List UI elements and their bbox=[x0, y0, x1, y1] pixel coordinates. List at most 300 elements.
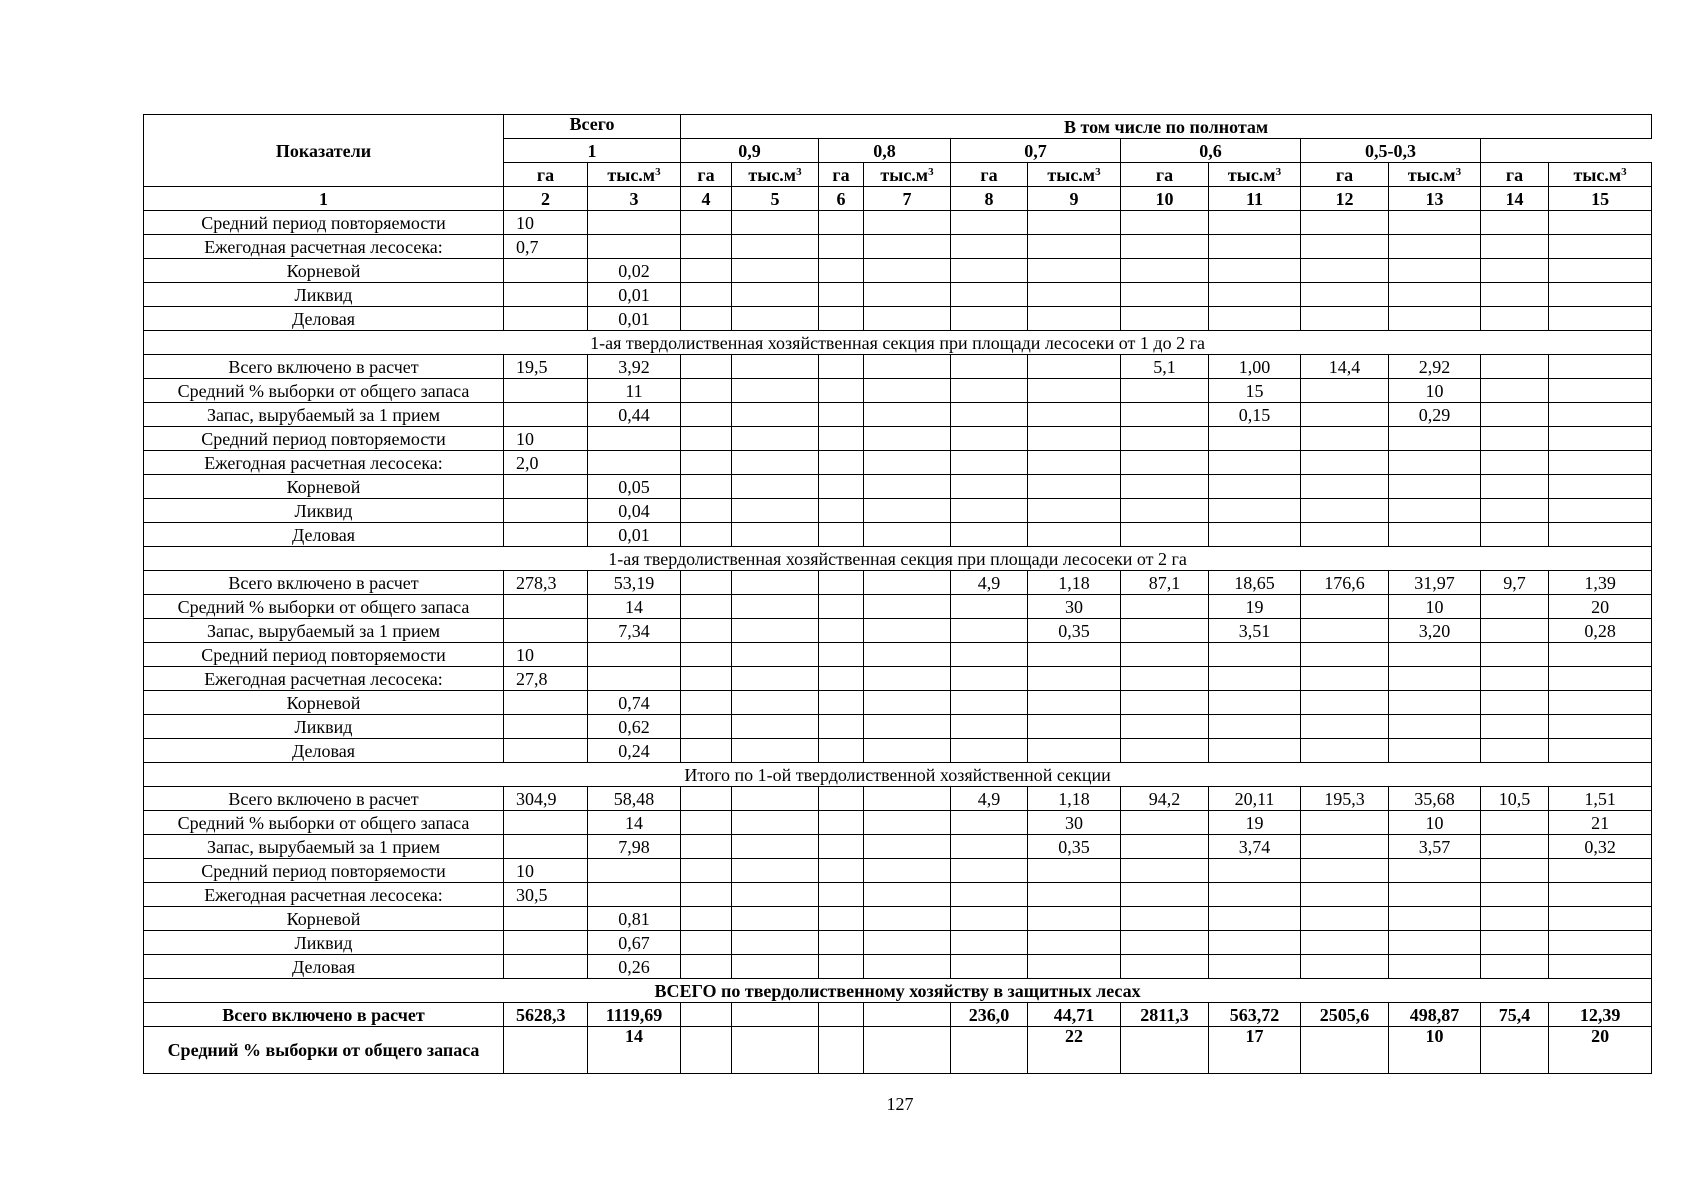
table-cell bbox=[951, 283, 1028, 307]
table-cell bbox=[1121, 691, 1209, 715]
table-cell bbox=[1209, 931, 1301, 955]
unit-ha: га bbox=[819, 163, 864, 187]
table-cell bbox=[1481, 211, 1549, 235]
table-cell: 14 bbox=[588, 1027, 681, 1074]
unit-volume-exponent: 3 bbox=[655, 165, 661, 178]
table-cell bbox=[1481, 619, 1549, 643]
table-cell: 498,87 bbox=[1389, 1003, 1481, 1027]
table-cell bbox=[504, 907, 588, 931]
table-cell bbox=[864, 667, 951, 691]
table-cell bbox=[819, 355, 864, 379]
table-cell bbox=[1549, 883, 1652, 907]
table-cell bbox=[1121, 955, 1209, 979]
table-cell bbox=[1028, 235, 1121, 259]
table-cell bbox=[1481, 595, 1549, 619]
table-cell bbox=[1209, 715, 1301, 739]
table-cell bbox=[1121, 211, 1209, 235]
table-cell bbox=[1481, 859, 1549, 883]
table-cell: 0,05 bbox=[588, 475, 681, 499]
table-row bbox=[144, 451, 1652, 475]
unit-ha: га bbox=[1121, 163, 1209, 187]
table-row bbox=[144, 691, 1652, 715]
table-cell: 236,0 bbox=[951, 1003, 1028, 1027]
table-cell bbox=[864, 835, 951, 859]
table-cell bbox=[1549, 235, 1652, 259]
table-cell bbox=[819, 883, 864, 907]
table-cell bbox=[1209, 667, 1301, 691]
section-title: Итого по 1-ой твердолиственной хозяйственной секции bbox=[144, 763, 1652, 787]
unit-ha: га bbox=[681, 163, 732, 187]
table-row bbox=[144, 619, 1652, 643]
table-row bbox=[144, 787, 1652, 811]
table-cell: 0,24 bbox=[588, 739, 681, 763]
table-cell: 22 bbox=[1028, 1027, 1121, 1074]
table-cell bbox=[1209, 235, 1301, 259]
table-cell bbox=[819, 931, 864, 955]
table-cell bbox=[1481, 883, 1549, 907]
table-cell bbox=[1209, 259, 1301, 283]
unit-volume bbox=[1549, 163, 1652, 187]
table-cell: 18,65 bbox=[1209, 571, 1301, 595]
table-cell bbox=[1301, 715, 1389, 739]
table-cell bbox=[732, 931, 819, 955]
table-cell bbox=[504, 691, 588, 715]
table-cell bbox=[681, 475, 732, 499]
section-title: ВСЕГО по твердолиственному хозяйству в защитных лесах bbox=[144, 979, 1652, 1003]
density-header: 0,5-0,3 bbox=[1301, 139, 1481, 163]
table-cell bbox=[1301, 427, 1389, 451]
table-cell bbox=[504, 403, 588, 427]
table-cell bbox=[588, 883, 681, 907]
row-label: Средний % выборки от общего запаса bbox=[144, 595, 504, 619]
table-cell bbox=[681, 859, 732, 883]
table-cell bbox=[1481, 355, 1549, 379]
column-number: 10 bbox=[1121, 187, 1209, 211]
table-cell bbox=[951, 523, 1028, 547]
table-cell bbox=[588, 643, 681, 667]
row-label: Корневой bbox=[144, 259, 504, 283]
section-title-row bbox=[144, 979, 1652, 1003]
table-cell bbox=[819, 595, 864, 619]
table-header bbox=[144, 115, 1652, 211]
table-cell bbox=[681, 715, 732, 739]
table-cell bbox=[504, 523, 588, 547]
column-number: 2 bbox=[504, 187, 588, 211]
table-cell bbox=[681, 907, 732, 931]
table-cell bbox=[951, 379, 1028, 403]
table-cell bbox=[732, 859, 819, 883]
table-cell: 1,39 bbox=[1549, 571, 1652, 595]
table-cell: 5,1 bbox=[1121, 355, 1209, 379]
table-cell bbox=[1389, 931, 1481, 955]
table-cell: 87,1 bbox=[1121, 571, 1209, 595]
table-cell bbox=[681, 787, 732, 811]
row-label: Средний период повторяемости bbox=[144, 427, 504, 451]
table-cell bbox=[951, 859, 1028, 883]
table-cell bbox=[1028, 259, 1121, 283]
table-cell bbox=[864, 451, 951, 475]
table-cell bbox=[1481, 907, 1549, 931]
table-cell bbox=[1481, 427, 1549, 451]
table-cell bbox=[951, 355, 1028, 379]
table-cell bbox=[732, 907, 819, 931]
table-cell bbox=[732, 307, 819, 331]
table-cell: 20 bbox=[1549, 595, 1652, 619]
table-cell bbox=[732, 619, 819, 643]
column-number: 4 bbox=[681, 187, 732, 211]
row-label: Всего включено в расчет bbox=[144, 1003, 504, 1027]
table-row bbox=[144, 739, 1652, 763]
table-cell bbox=[1028, 715, 1121, 739]
table-cell bbox=[1121, 235, 1209, 259]
table-cell bbox=[1121, 811, 1209, 835]
table-row bbox=[144, 307, 1652, 331]
table-cell bbox=[1389, 907, 1481, 931]
table-cell bbox=[1301, 859, 1389, 883]
table-cell bbox=[951, 811, 1028, 835]
table-cell bbox=[1209, 283, 1301, 307]
table-cell bbox=[1121, 907, 1209, 931]
table-cell: 0,35 bbox=[1028, 619, 1121, 643]
table-cell bbox=[951, 307, 1028, 331]
table-cell bbox=[1121, 475, 1209, 499]
table-cell: 10,5 bbox=[1481, 787, 1549, 811]
table-cell bbox=[732, 403, 819, 427]
table-cell bbox=[681, 955, 732, 979]
row-label: Корневой bbox=[144, 475, 504, 499]
table-cell bbox=[1028, 379, 1121, 403]
table-cell bbox=[1481, 811, 1549, 835]
table-cell: 0,15 bbox=[1209, 403, 1301, 427]
table-cell bbox=[819, 643, 864, 667]
unit-volume-exponent: 3 bbox=[1275, 165, 1282, 178]
table-row bbox=[144, 235, 1652, 259]
unit-ha: га bbox=[1481, 163, 1549, 187]
table-cell bbox=[864, 715, 951, 739]
table-cell bbox=[819, 307, 864, 331]
table-cell: 94,2 bbox=[1121, 787, 1209, 811]
table-cell: 5628,3 bbox=[504, 1003, 588, 1027]
table-cell bbox=[951, 883, 1028, 907]
table-cell: 2811,3 bbox=[1121, 1003, 1209, 1027]
table-cell bbox=[951, 595, 1028, 619]
table-row bbox=[144, 595, 1652, 619]
column-number: 6 bbox=[819, 187, 864, 211]
unit-volume-text: тыс.м bbox=[880, 164, 929, 185]
table-cell bbox=[1028, 883, 1121, 907]
table-cell bbox=[819, 427, 864, 451]
table-cell bbox=[864, 619, 951, 643]
table-cell bbox=[1481, 931, 1549, 955]
row-label: Всего включено в расчет bbox=[144, 571, 504, 595]
table-cell bbox=[819, 379, 864, 403]
unit-ha: га bbox=[951, 163, 1028, 187]
table-cell: 0,28 bbox=[1549, 619, 1652, 643]
table-cell bbox=[732, 475, 819, 499]
table-cell bbox=[951, 451, 1028, 475]
table-cell bbox=[1389, 667, 1481, 691]
row-label: Ликвид bbox=[144, 283, 504, 307]
density-header: 1 bbox=[504, 139, 681, 163]
table-cell bbox=[1028, 307, 1121, 331]
table-cell: 30 bbox=[1028, 595, 1121, 619]
table-cell bbox=[1301, 907, 1389, 931]
table-cell bbox=[864, 355, 951, 379]
row-label: Средний % выборки от общего запаса bbox=[144, 379, 504, 403]
table-cell bbox=[819, 451, 864, 475]
table-cell bbox=[1301, 595, 1389, 619]
row-label: Деловая bbox=[144, 739, 504, 763]
table-cell: 10 bbox=[1389, 595, 1481, 619]
unit-volume-text: тыс.м bbox=[1227, 164, 1276, 185]
table-cell: 15 bbox=[1209, 379, 1301, 403]
table-cell bbox=[681, 1003, 732, 1027]
table-cell bbox=[1121, 307, 1209, 331]
table-cell bbox=[681, 667, 732, 691]
table-cell bbox=[819, 1027, 864, 1074]
table-cell bbox=[1389, 955, 1481, 979]
table-cell bbox=[732, 523, 819, 547]
table-row bbox=[144, 859, 1652, 883]
table-cell bbox=[1481, 955, 1549, 979]
table-row bbox=[144, 835, 1652, 859]
table-cell bbox=[1301, 451, 1389, 475]
table-cell bbox=[588, 667, 681, 691]
table-cell bbox=[1389, 643, 1481, 667]
table-cell bbox=[732, 427, 819, 451]
table-cell bbox=[681, 403, 732, 427]
table-cell bbox=[1121, 835, 1209, 859]
table-cell: 0,29 bbox=[1389, 403, 1481, 427]
table-cell bbox=[732, 211, 819, 235]
table-cell bbox=[1389, 499, 1481, 523]
table-cell bbox=[1389, 715, 1481, 739]
table-cell bbox=[504, 931, 588, 955]
table-cell bbox=[1301, 1027, 1389, 1074]
table-cell bbox=[951, 259, 1028, 283]
table-cell bbox=[819, 835, 864, 859]
table-row bbox=[144, 667, 1652, 691]
table-cell: 1,18 bbox=[1028, 787, 1121, 811]
table-cell bbox=[1121, 739, 1209, 763]
table-cell bbox=[1549, 907, 1652, 931]
table-cell: 3,57 bbox=[1389, 835, 1481, 859]
table-cell bbox=[732, 691, 819, 715]
table-cell: 58,48 bbox=[588, 787, 681, 811]
table-cell bbox=[951, 667, 1028, 691]
table-row bbox=[144, 475, 1652, 499]
table-cell bbox=[1121, 499, 1209, 523]
table-row bbox=[144, 715, 1652, 739]
table-cell bbox=[1209, 451, 1301, 475]
unit-volume bbox=[1389, 163, 1481, 187]
table-cell bbox=[864, 571, 951, 595]
table-cell bbox=[1389, 235, 1481, 259]
table-cell bbox=[504, 499, 588, 523]
table-cell bbox=[1481, 691, 1549, 715]
table-cell: 35,68 bbox=[1389, 787, 1481, 811]
table-cell bbox=[681, 427, 732, 451]
row-label: Средний % выборки от общего запаса bbox=[144, 1027, 504, 1074]
table-cell bbox=[1121, 523, 1209, 547]
table-cell bbox=[1389, 283, 1481, 307]
table-cell: 10 bbox=[504, 427, 588, 451]
table-cell bbox=[1549, 403, 1652, 427]
table-cell bbox=[504, 475, 588, 499]
table-cell bbox=[732, 811, 819, 835]
table-cell: 0,44 bbox=[588, 403, 681, 427]
table-cell bbox=[504, 1027, 588, 1074]
table-cell: 4,9 bbox=[951, 571, 1028, 595]
table-cell bbox=[951, 211, 1028, 235]
unit-volume bbox=[732, 163, 819, 187]
table-cell bbox=[864, 427, 951, 451]
table-cell bbox=[504, 619, 588, 643]
table-cell bbox=[1301, 379, 1389, 403]
table-cell: 14 bbox=[588, 595, 681, 619]
table-cell bbox=[951, 739, 1028, 763]
table-cell bbox=[864, 643, 951, 667]
table-cell bbox=[864, 1003, 951, 1027]
table-cell bbox=[1028, 211, 1121, 235]
table-cell bbox=[681, 355, 732, 379]
table-cell bbox=[819, 691, 864, 715]
table-cell bbox=[819, 403, 864, 427]
table-cell: 9,7 bbox=[1481, 571, 1549, 595]
table-row bbox=[144, 283, 1652, 307]
table-row bbox=[144, 811, 1652, 835]
table-cell: 12,39 bbox=[1549, 1003, 1652, 1027]
table-cell bbox=[864, 859, 951, 883]
table-cell bbox=[504, 259, 588, 283]
table-cell bbox=[732, 379, 819, 403]
table-cell bbox=[732, 451, 819, 475]
unit-volume-exponent: 3 bbox=[1095, 165, 1101, 178]
table-cell bbox=[1121, 427, 1209, 451]
table-cell bbox=[864, 259, 951, 283]
column-number: 5 bbox=[732, 187, 819, 211]
row-label: Запас, вырубаемый за 1 прием bbox=[144, 619, 504, 643]
row-label: Ежегодная расчетная лесосека: bbox=[144, 883, 504, 907]
table-cell bbox=[1028, 955, 1121, 979]
table-cell bbox=[819, 211, 864, 235]
section-title: 1-ая твердолиственная хозяйственная секция при площади лесосеки от 1 до 2 га bbox=[144, 331, 1652, 355]
table-cell bbox=[1301, 259, 1389, 283]
table-cell bbox=[1121, 451, 1209, 475]
table-cell bbox=[732, 355, 819, 379]
table-cell: 0,02 bbox=[588, 259, 681, 283]
unit-volume-text: тыс.м bbox=[748, 164, 797, 185]
table-cell bbox=[1481, 307, 1549, 331]
table-cell bbox=[1301, 835, 1389, 859]
table-cell bbox=[1028, 691, 1121, 715]
table-cell bbox=[1209, 523, 1301, 547]
table-cell bbox=[732, 739, 819, 763]
table-cell bbox=[1209, 907, 1301, 931]
table-cell bbox=[1121, 643, 1209, 667]
table-cell: 10 bbox=[504, 643, 588, 667]
table-cell bbox=[1549, 859, 1652, 883]
table-cell bbox=[588, 211, 681, 235]
table-cell bbox=[951, 715, 1028, 739]
table-cell bbox=[1121, 931, 1209, 955]
table-cell bbox=[732, 835, 819, 859]
section-title: 1-ая твердолиственная хозяйственная секция при площади лесосеки от 2 га bbox=[144, 547, 1652, 571]
table-cell bbox=[504, 811, 588, 835]
table-row bbox=[144, 355, 1652, 379]
table-cell bbox=[681, 379, 732, 403]
table-cell: 0,74 bbox=[588, 691, 681, 715]
table-cell bbox=[1301, 619, 1389, 643]
table-cell: 20 bbox=[1549, 1027, 1652, 1074]
table-cell bbox=[1209, 691, 1301, 715]
table-cell bbox=[1121, 667, 1209, 691]
table-cell: 30,5 bbox=[504, 883, 588, 907]
table-row bbox=[144, 403, 1652, 427]
table-cell bbox=[504, 379, 588, 403]
table-cell bbox=[1481, 499, 1549, 523]
row-label: Ликвид bbox=[144, 499, 504, 523]
table-cell: 21 bbox=[1549, 811, 1652, 835]
table-cell bbox=[1481, 451, 1549, 475]
table-cell bbox=[864, 475, 951, 499]
row-label: Всего включено в расчет bbox=[144, 355, 504, 379]
table-cell bbox=[819, 283, 864, 307]
column-number: 15 bbox=[1549, 187, 1652, 211]
table-cell bbox=[1389, 451, 1481, 475]
table-cell bbox=[864, 211, 951, 235]
table-cell: 0,01 bbox=[588, 523, 681, 547]
table-cell bbox=[1549, 643, 1652, 667]
table-cell bbox=[864, 235, 951, 259]
table-cell bbox=[1028, 859, 1121, 883]
table-cell bbox=[1481, 475, 1549, 499]
table-cell bbox=[951, 427, 1028, 451]
table-cell bbox=[1028, 355, 1121, 379]
table-cell bbox=[504, 955, 588, 979]
table-cell bbox=[1301, 475, 1389, 499]
table-cell bbox=[588, 859, 681, 883]
table-cell bbox=[1481, 667, 1549, 691]
table-cell bbox=[1209, 859, 1301, 883]
table-cell bbox=[819, 571, 864, 595]
section-title-row bbox=[144, 331, 1652, 355]
table-body bbox=[144, 211, 1652, 1074]
table-cell bbox=[864, 379, 951, 403]
table-cell bbox=[819, 1003, 864, 1027]
table-cell: 7,98 bbox=[588, 835, 681, 859]
table-cell bbox=[864, 283, 951, 307]
header-indicators: Показатели bbox=[144, 115, 504, 187]
forest-data-table bbox=[143, 114, 1652, 1074]
table-cell: 1,00 bbox=[1209, 355, 1301, 379]
table-cell bbox=[1121, 283, 1209, 307]
table-cell bbox=[1481, 643, 1549, 667]
unit-volume bbox=[1209, 163, 1301, 187]
table-cell bbox=[1389, 523, 1481, 547]
unit-volume bbox=[588, 163, 681, 187]
table-cell bbox=[1301, 667, 1389, 691]
density-header: 0,7 bbox=[951, 139, 1121, 163]
table-row bbox=[144, 499, 1652, 523]
table-cell bbox=[681, 451, 732, 475]
table-cell: 53,19 bbox=[588, 571, 681, 595]
row-label: Средний период повторяемости bbox=[144, 859, 504, 883]
table-cell bbox=[1301, 235, 1389, 259]
table-cell bbox=[1301, 811, 1389, 835]
section-title-row bbox=[144, 763, 1652, 787]
table-cell bbox=[819, 787, 864, 811]
